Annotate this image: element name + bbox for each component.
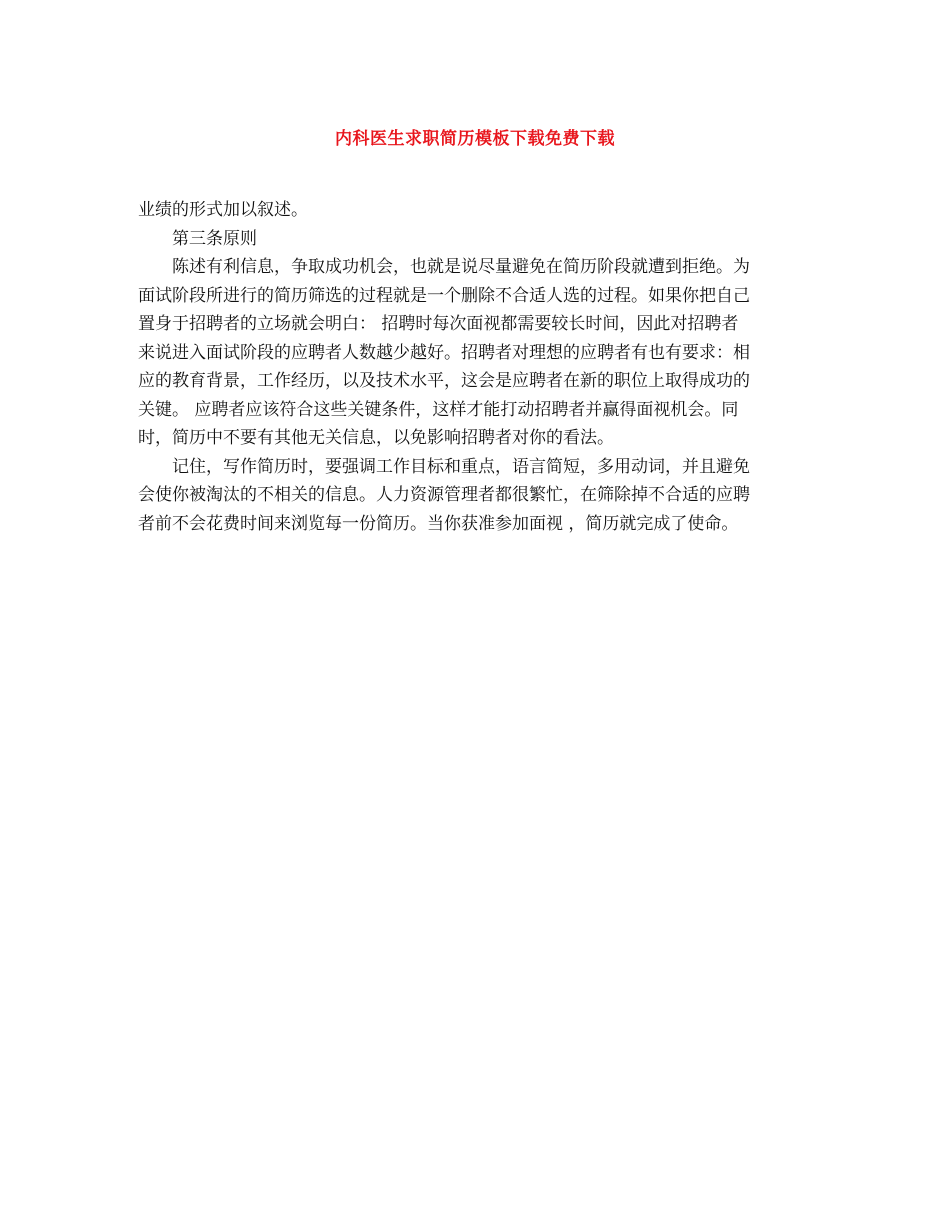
document-body xyxy=(138,196,813,538)
paragraph-line: 第三条原则 xyxy=(172,228,257,249)
paragraph-line: 业绩的形式加以叙述。 xyxy=(138,200,308,220)
paragraph-4 xyxy=(138,453,813,539)
paragraph-line: 时，简历中不要有其他无关信息，以免影响招聘者对你的看法。 xyxy=(138,428,614,448)
paragraph-3 xyxy=(138,253,813,453)
paragraph-line: 来说进入面试阶段的应聘者人数越少越好。招聘者对理想的应聘者有也有要求：相 xyxy=(138,342,750,363)
paragraph-line: 记住，写作简历时，要强调工作目标和重点，语言简短，多用动词，并且避免 xyxy=(172,456,750,477)
paragraph-line: 会使你被淘汰的不相关的信息。人力资源管理者都很繁忙，在筛除掉不合适的应聘 xyxy=(138,485,750,505)
paragraph-line: 置身于招聘者的立场就会明白： 招聘时每次面视都需要较长时间，因此对招聘者 xyxy=(138,314,739,334)
paragraph-line: 者前不会花费时间来浏览每一份简历。当你获准参加面视 ，简历就完成了使命。 xyxy=(138,513,739,534)
paragraph-2 xyxy=(138,225,813,254)
document-title: 内科医生求职简历模板下载免费下载 xyxy=(335,129,615,149)
paragraph-1 xyxy=(138,196,813,225)
paragraph-line: 应的教育背景，工作经历，以及技术水平，这会是应聘者在新的职位上取得成功的 xyxy=(138,371,750,391)
paragraph-line: 关键。 应聘者应该符合这些关键条件，这样才能打动招聘者并赢得面视机会。同 xyxy=(138,399,739,420)
paragraph-line: 陈述有利信息，争取成功机会，也就是说尽量避免在简历阶段就遭到拒绝。为 xyxy=(172,257,750,277)
paragraph-line: 面试阶段所进行的简历筛选的过程就是一个删除不合适人选的过程。如果你把自己 xyxy=(138,285,750,306)
